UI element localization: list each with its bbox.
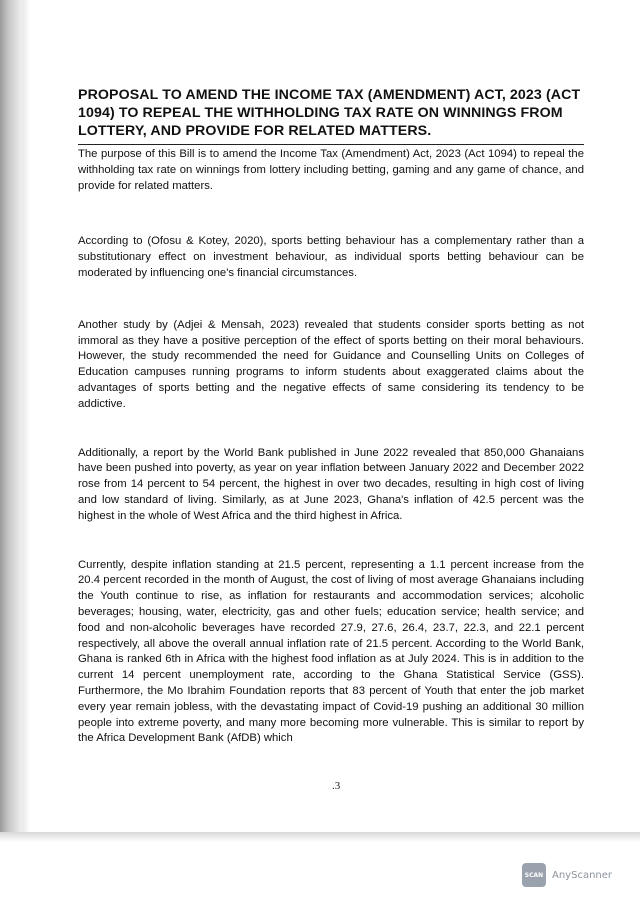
paragraph-adjei-mensah: Another study by (Adjei & Mensah, 2023) revealed that students consider sports betting as not immoral as they have a positive perception of the effect of sports betting on their moral behaviours. However, the study recommended the need for Guidance and Counselling Units on Colleges of Education campuses running programs to inform students about exaggerated claims about the advantages of sports betting and the negative effects of same considering its tendency to be addictive.	[78, 318, 584, 410]
scan-edge-shadow	[0, 0, 22, 840]
title-underline	[78, 144, 584, 145]
anyscanner-watermark	[522, 862, 612, 888]
watermark-brand: AnyScanner	[552, 869, 613, 881]
document-title: PROPOSAL TO AMEND THE INCOME TAX (AMENDMENT) ACT, 2023 (ACT 1094) TO REPEAL THE WITHHOLDING TAX RATE ON WINNINGS FROM LOTTERY, AND PROVIDE FOR RELATED MATTERS.	[78, 87, 581, 139]
page-number: .3	[332, 780, 341, 792]
scanner-logo-icon: SCAN	[522, 863, 546, 887]
document-page	[78, 86, 584, 747]
paragraph-purpose: The purpose of this Bill is to amend the Income Tax (Amendment) Act, 2023 (Act 1094) to repeal the withholding tax rate on winnings from lottery including betting, gaming and any game of chance, and provide for related matters.	[78, 148, 584, 192]
scan-bottom-edge	[0, 832, 640, 842]
scan-page-fold	[22, 0, 30, 840]
paragraph-ofosu-kotey: According to (Ofosu & Kotey, 2020), sports betting behaviour has a complementary rather than a substitutionary effect on investment behaviour, as individual sports betting behaviour can be moderated by influencing one's financial circumstances.	[78, 235, 584, 279]
paragraph-inflation: Currently, despite inflation standing at 21.5 percent, representing a 1.1 percent increase from the 20.4 percent recorded in the month of August, the cost of living of most average Ghanaians including the Youth continue to rise, as inflation for restaurants and accommodation services; alcoholic beverages; housing, water, electricity, gas and other fuels; education service; health service; and food and non-alcoholic beverages have recorded 27.9, 27.6, 26.4, 23.7, 22.3, and 22.1 percent respectively, all above the overall annual inflation rate of 21.5 percent. According to the World Bank, Ghana is ranked 6th in Africa with the highest food inflation as at July 2024. This is in addition to the current 14 percent unemployment rate, according to the Ghana Statistical Service (GSS). Furthermore, the Mo Ibrahim Foundation reports that 83 percent of Youth that enter the job market every year remain jobless, with the devastating impact of Covid-19 pushing an additional 30 million people into extreme poverty, and many more becoming more vulnerable. This is similar to report by the Africa Development Bank (AfDB) which	[78, 558, 584, 745]
paragraph-world-bank: Additionally, a report by the World Bank published in June 2022 revealed that 850,000 Ghanaians have been pushed into poverty, as year on year inflation between January 2022 and December 2022 rose from 14 percent to 54 percent, the highest in over two decades, resulting in high cost of living and low standard of living. Similarly, as at June 2023, Ghana's inflation of 42.5 percent was the highest in the whole of West Africa and the third highest in Africa.	[78, 446, 584, 522]
